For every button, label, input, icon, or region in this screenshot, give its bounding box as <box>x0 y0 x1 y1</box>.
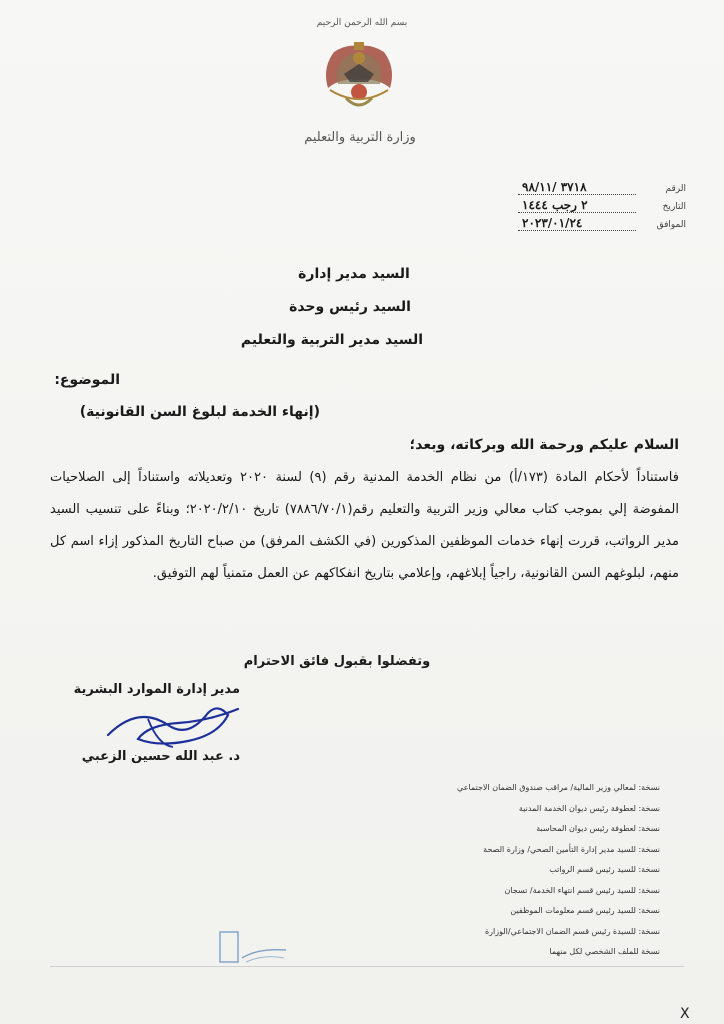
subject-text: (إنهاء الخدمة لبلوغ السن القانونية) <box>79 404 320 420</box>
bismillah-text: بسم الله الرحمن الرحيم <box>316 18 408 28</box>
subject-label: الموضوع: <box>54 372 120 388</box>
reference-number-row: الرقم ٣٧١٨ /٩٨/١١ <box>486 180 686 198</box>
copy-line: نسخة للملف الشخصي لكل منهما <box>549 947 660 956</box>
recipient-line: السيد مدير التربية والتعليم <box>240 332 424 348</box>
copy-line: نسخة: للسيد رئيس قسم معلومات الموظفين <box>510 906 660 915</box>
copy-line: نسخة: للسيد رئيس قسم انتهاء الخدمة/ تسجان <box>504 885 660 895</box>
signatory-title: مدير إدارة الموارد البشرية <box>73 682 240 697</box>
copy-line: نسخة: للسيد مدير إدارة التأمين الصحي/ وزارة الصحة <box>483 844 660 854</box>
hijri-date: ٢ رجب ١٤٤٤ <box>518 198 636 213</box>
letterhead <box>0 0 724 160</box>
corner-mark: X <box>680 1006 690 1022</box>
ministry-name: وزارة التربية والتعليم <box>304 130 416 145</box>
jordan-coat-of-arms-icon <box>318 38 400 116</box>
copy-line: نسخة: لعطوفة رئيس ديوان الخدمة المدنية <box>518 803 660 813</box>
copy-line: نسخة: للسيد رئيس قسم الرواتب <box>549 865 660 874</box>
gregorian-date: ٢٠٢٣/٠١/٢٤ <box>518 216 636 231</box>
closing-line: وتفضلوا بقبول فائق الاحترام <box>243 654 431 669</box>
recipients <box>0 258 724 357</box>
registry-stamp-icon <box>218 928 290 966</box>
recipient-line: السيد مدير إدارة <box>298 266 410 282</box>
reference-number: ٣٧١٨ /٩٨/١١ <box>518 180 636 195</box>
gregorian-date-row: الموافق ٢٠٢٣/٠١/٢٤ <box>486 216 686 234</box>
copy-line: نسخة: لمعالي وزير المالية/ مراقب صندوق الضمان الاجتماعي <box>457 783 660 792</box>
signatory-name: د. عبد الله حسين الزعبي <box>81 749 240 764</box>
page-divider <box>50 966 684 967</box>
letter-body: فاستناداً لأحكام المادة (١٧٣/أ) من نظام الخدمة المدنية رقم (٩) لسنة ٢٠٢٠ وتعديلاته واستناداً إلى الصلاحيات المفوضة إلي بموجب كتاب معالي وزير التربية والتعليم رقم(٧٨٨٦/٧٠/١) تاريخ ٢٠٢٠/٢/١٠؛ وبناءً على تنسيب السيد مدير الرواتب، قررت إنهاء خدمات الموظفين المذكورين (في الكشف المرفق) من صباح التاريخ المذكور إزاء اسم كل منهم، لبلوغهم السن القانونية، راجياً إبلاغهم، وإعلامي بتاريخ انفكاكهم عن العمل متمنياً لهم التوفيق. <box>50 470 679 581</box>
hijri-date-row: التاريخ ٢ رجب ١٤٤٤ <box>486 198 686 216</box>
greeting: السلام عليكم ورحمة الله وبركاته، وبعد؛ <box>409 437 679 453</box>
copy-line: نسخة: لعطوفة رئيس ديوان المحاسبة <box>536 824 660 833</box>
copies-list <box>360 778 660 963</box>
copy-line: نسخة: للسيدة رئيس قسم الضمان الاجتماعي/الوزارة <box>484 926 660 936</box>
recipient-line: السيد رئيس وحدة <box>289 299 411 315</box>
handwritten-signature-icon <box>78 695 258 755</box>
reference-block <box>486 180 686 234</box>
